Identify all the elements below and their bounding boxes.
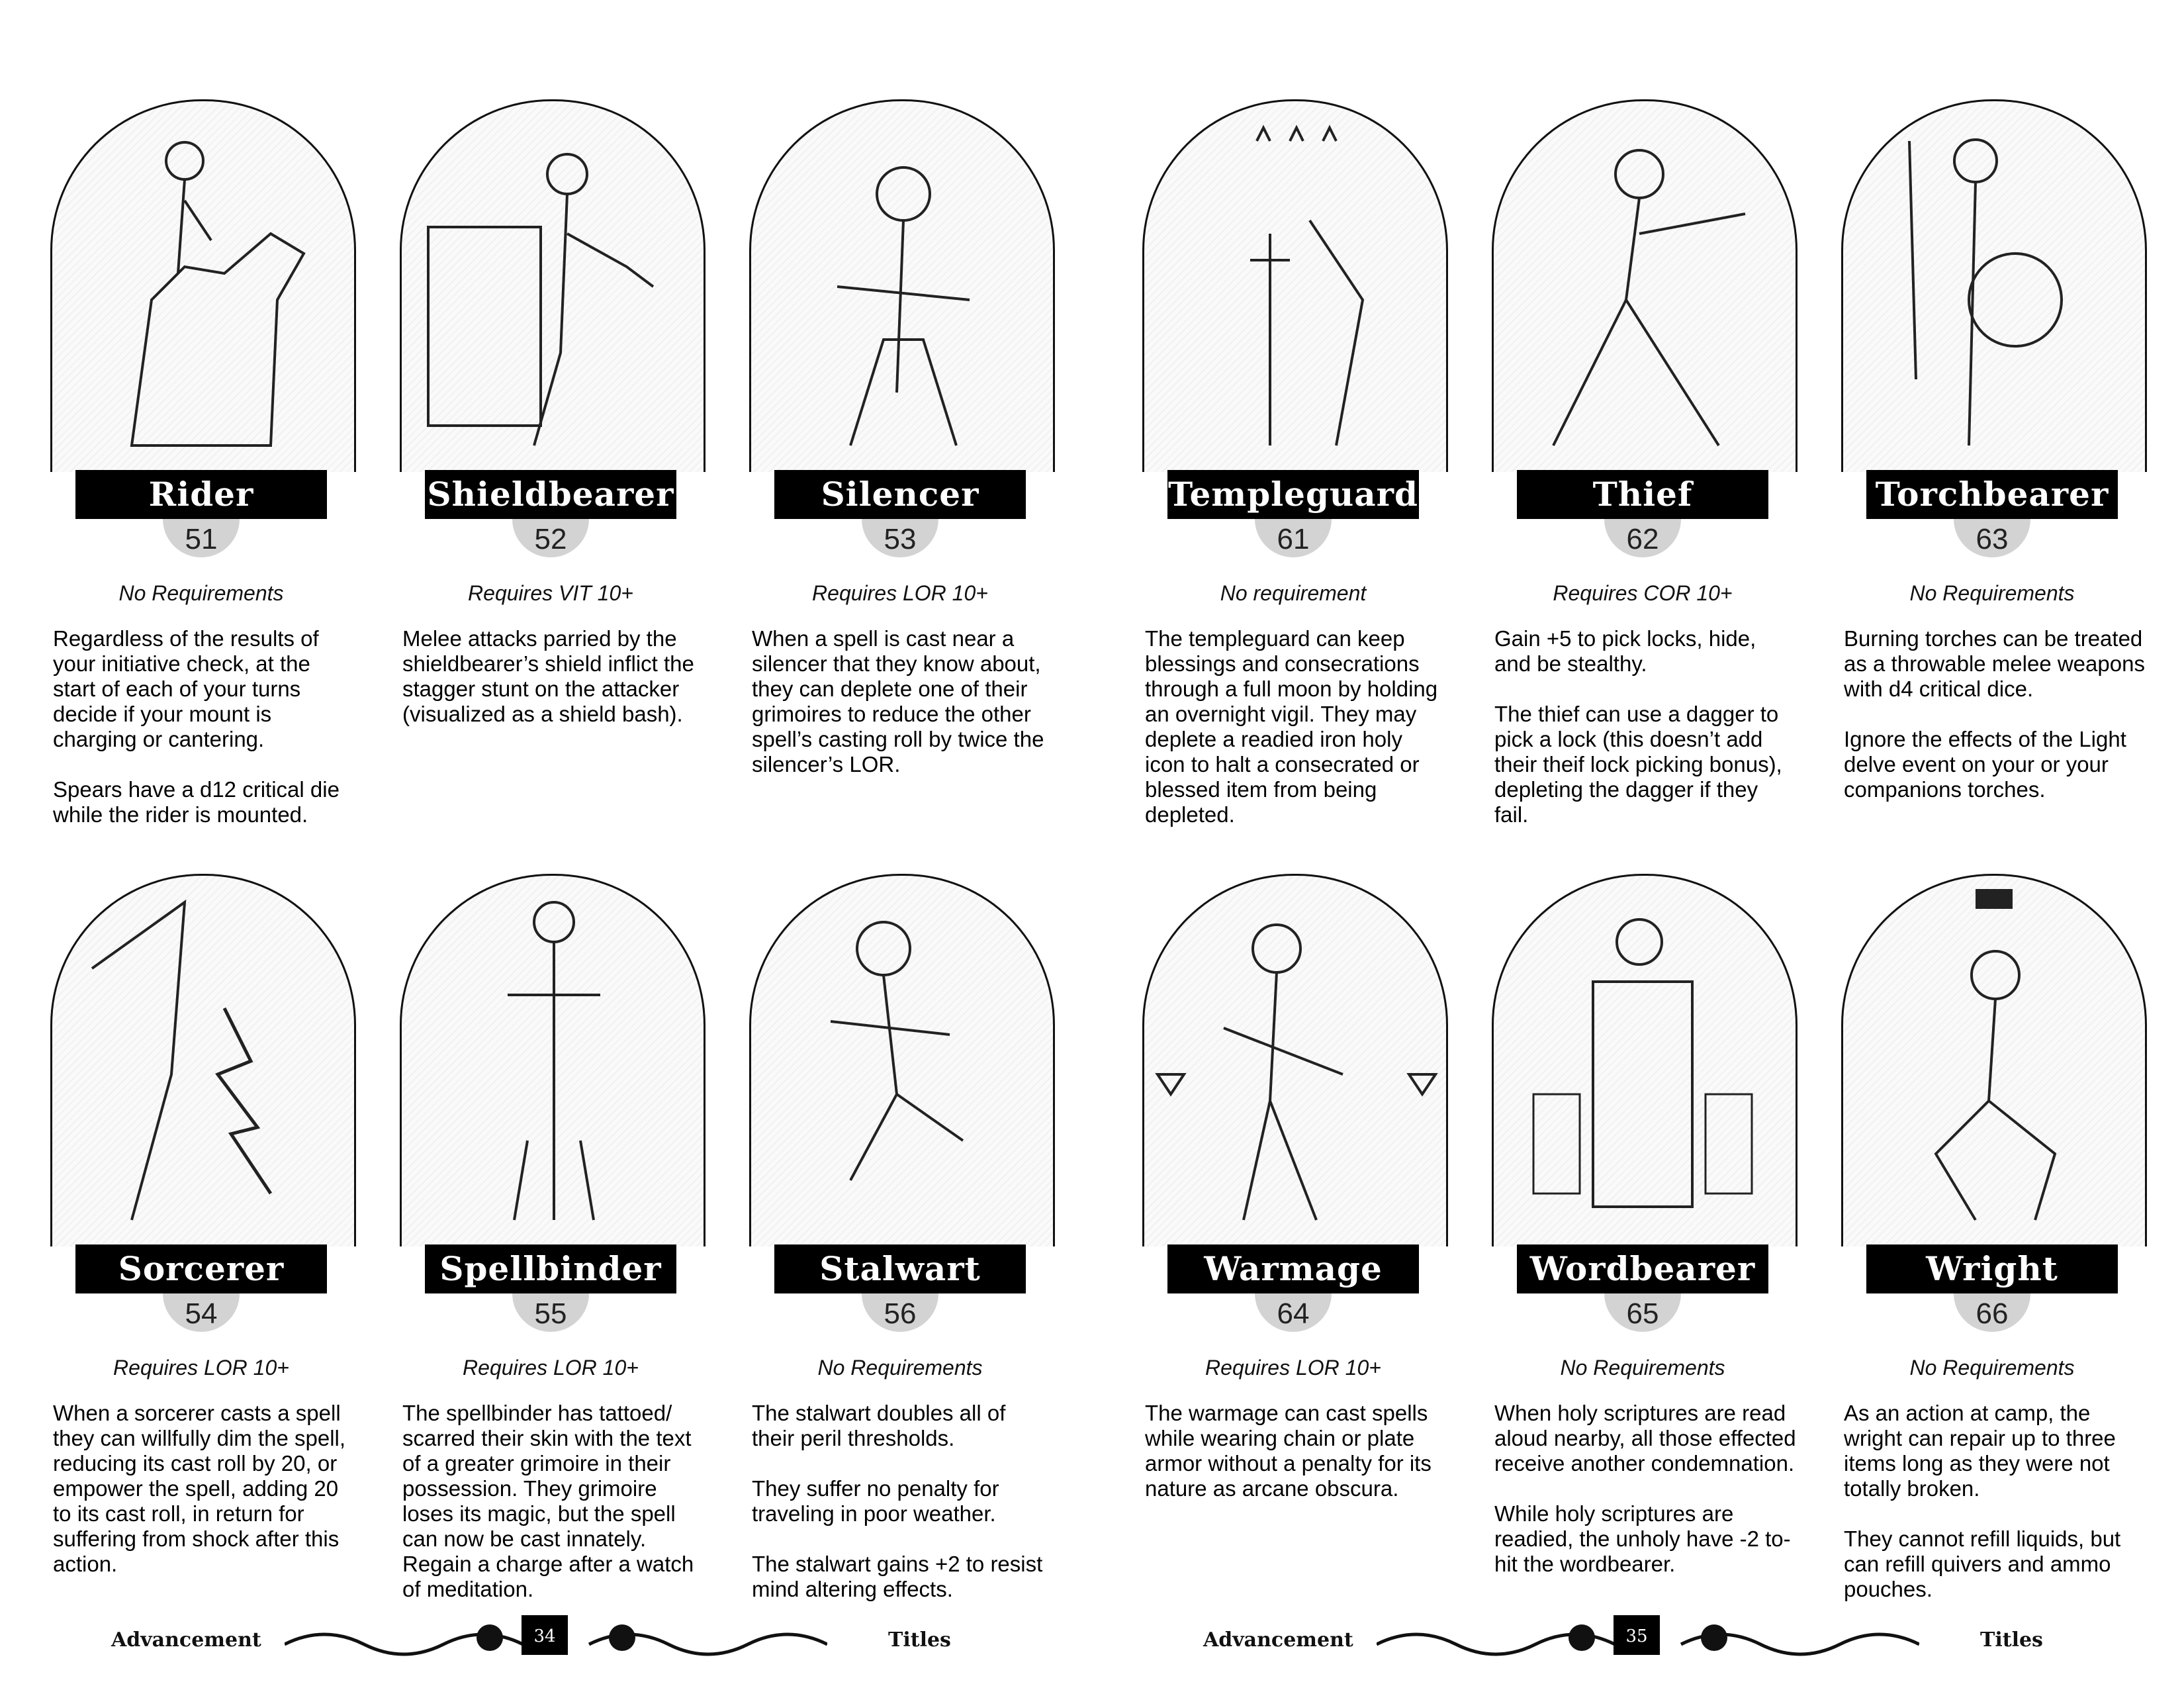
description-paragraph: As an action at camp, the wright can repair up to three items long as they were not totally broken. (1844, 1401, 2116, 1501)
title-number: 56 (862, 1293, 938, 1332)
description-paragraph: Gain +5 to pick locks, hide, and be stealthy. (1494, 626, 1756, 676)
title-banner: Thief (1517, 470, 1768, 519)
title-description (1494, 1401, 1796, 1577)
page-number: 35 (1614, 1615, 1660, 1655)
title-description (53, 1401, 355, 1577)
footer-chapter-label: Titles (1980, 1628, 2043, 1652)
title-banner: Wright (1866, 1244, 2118, 1293)
title-number: 66 (1954, 1293, 2030, 1332)
description-paragraph: Ignore the effects of the Light delve event on your or your companions torches. (1844, 727, 2126, 802)
title-description (1145, 1401, 1447, 1501)
illustration-warmage (1142, 874, 1448, 1246)
title-requirement: No requirement (1220, 581, 1367, 605)
description-paragraph: When a sorcerer casts a spell they can willfully dim the spell, reducing its cast roll by 20, or empower the spell, adding 20 to its cast roll, in return for suffering from shock after this action. (53, 1401, 346, 1576)
title-banner: Rider (75, 470, 327, 519)
illustration-torchbearer (1841, 99, 2147, 472)
description-paragraph: The spellbinder has tattoed/ scarred their skin with the text of a greater grimoire in their possession. They grimoire loses its magic, but the spell can now be cast innately. Regain a charge after a watch of meditation. (402, 1401, 694, 1601)
title-number: 63 (1954, 519, 2030, 557)
description-paragraph: The stalwart gains +2 to resist mind altering effects. (752, 1552, 1043, 1601)
description-paragraph: The templeguard can keep blessings and consecrations through a full moon by holding an overnight vigil. They may deplete a readied iron holy icon to halt a consecrated or blessed item from being depleted. (1145, 626, 1438, 827)
title-description (752, 1401, 1054, 1602)
title-requirement: Requires COR 10+ (1553, 581, 1733, 605)
illustration-spellbinder (400, 874, 705, 1246)
title-banner: Torchbearer (1866, 470, 2118, 519)
description-paragraph: Regardless of the results of your initiative check, at the start of each of your turns decide if your mount is charging or cantering. (53, 626, 319, 751)
title-description (402, 626, 704, 727)
title-description (402, 1401, 704, 1602)
description-paragraph: They suffer no penalty for traveling in poor weather. (752, 1476, 999, 1526)
title-banner: Stalwart (774, 1244, 1026, 1293)
title-requirement: No Requirements (817, 1356, 983, 1380)
title-description (1145, 626, 1447, 827)
description-paragraph: While holy scriptures are readied, the unholy have -2 to-hit the wordbearer. (1494, 1501, 1791, 1576)
title-banner: Silencer (774, 470, 1026, 519)
illustration-silencer (749, 99, 1055, 472)
illustration-wright (1841, 874, 2147, 1246)
title-requirement: No Requirements (1560, 1356, 1725, 1380)
title-number: 55 (512, 1293, 589, 1332)
description-paragraph: Spears have a d12 critical die while the rider is mounted. (53, 777, 340, 827)
title-banner: Shieldbearer (425, 470, 676, 519)
title-description (752, 626, 1054, 777)
title-number: 62 (1604, 519, 1681, 557)
title-number: 52 (512, 519, 589, 557)
illustration-shieldbearer (400, 99, 705, 472)
title-banner: Wordbearer (1517, 1244, 1768, 1293)
title-number: 54 (163, 1293, 240, 1332)
title-description (1844, 626, 2146, 802)
description-paragraph: Melee attacks parried by the shieldbearer’s shield inflict the stagger stunt on the attacker (visualized as a shield bash). (402, 626, 694, 726)
title-banner: Warmage (1167, 1244, 1419, 1293)
title-number: 61 (1255, 519, 1332, 557)
footer-section-label: Advancement (111, 1628, 261, 1652)
illustration-rider (50, 99, 356, 472)
description-paragraph: The stalwart doubles all of their peril thresholds. (752, 1401, 1006, 1450)
description-paragraph: The warmage can cast spells while wearing chain or plate armor without a penalty for its nature as arcane obscura. (1145, 1401, 1432, 1501)
title-number: 65 (1604, 1293, 1681, 1332)
illustration-wordbearer (1492, 874, 1797, 1246)
title-description (1844, 1401, 2146, 1602)
title-banner: Spellbinder (425, 1244, 676, 1293)
title-requirement: Requires VIT 10+ (468, 581, 633, 605)
title-requirement: Requires LOR 10+ (1205, 1356, 1381, 1380)
title-number: 64 (1255, 1293, 1332, 1332)
illustration-stalwart (749, 874, 1055, 1246)
title-requirement: Requires LOR 10+ (812, 581, 988, 605)
description-paragraph: Burning torches can be treated as a throwable melee weapons with d4 critical dice. (1844, 626, 2145, 701)
title-requirement: Requires LOR 10+ (463, 1356, 639, 1380)
title-description (1494, 626, 1796, 827)
title-banner: Templeguard (1167, 470, 1419, 519)
title-requirement: No Requirements (118, 581, 284, 605)
page-number: 34 (522, 1615, 568, 1655)
page-35 (1092, 0, 2184, 1688)
description-paragraph: When holy scriptures are read aloud nearby, all those effected receive another condemnation. (1494, 1401, 1796, 1476)
title-description (53, 626, 355, 827)
title-number: 51 (163, 519, 240, 557)
footer-chapter-label: Titles (888, 1628, 951, 1652)
title-requirement: No Requirements (1909, 1356, 2075, 1380)
description-paragraph: They cannot refill liquids, but can refill quivers and ammo pouches. (1844, 1526, 2121, 1601)
illustration-templeguard (1142, 99, 1448, 472)
illustration-thief (1492, 99, 1797, 472)
description-paragraph: The thief can use a dagger to pick a lock (this doesn’t add their theif lock picking bonus), depleting the dagger if they fail. (1494, 702, 1782, 827)
illustration-sorcerer (50, 874, 356, 1246)
title-number: 53 (862, 519, 938, 557)
title-requirement: No Requirements (1909, 581, 2075, 605)
footer-section-label: Advancement (1203, 1628, 1353, 1652)
description-paragraph: When a spell is cast near a silencer that they know about, they can deplete one of their grimoires to reduce the other spell’s casting roll by twice the silencer’s LOR. (752, 626, 1044, 776)
title-banner: Sorcerer (75, 1244, 327, 1293)
title-requirement: Requires LOR 10+ (113, 1356, 289, 1380)
